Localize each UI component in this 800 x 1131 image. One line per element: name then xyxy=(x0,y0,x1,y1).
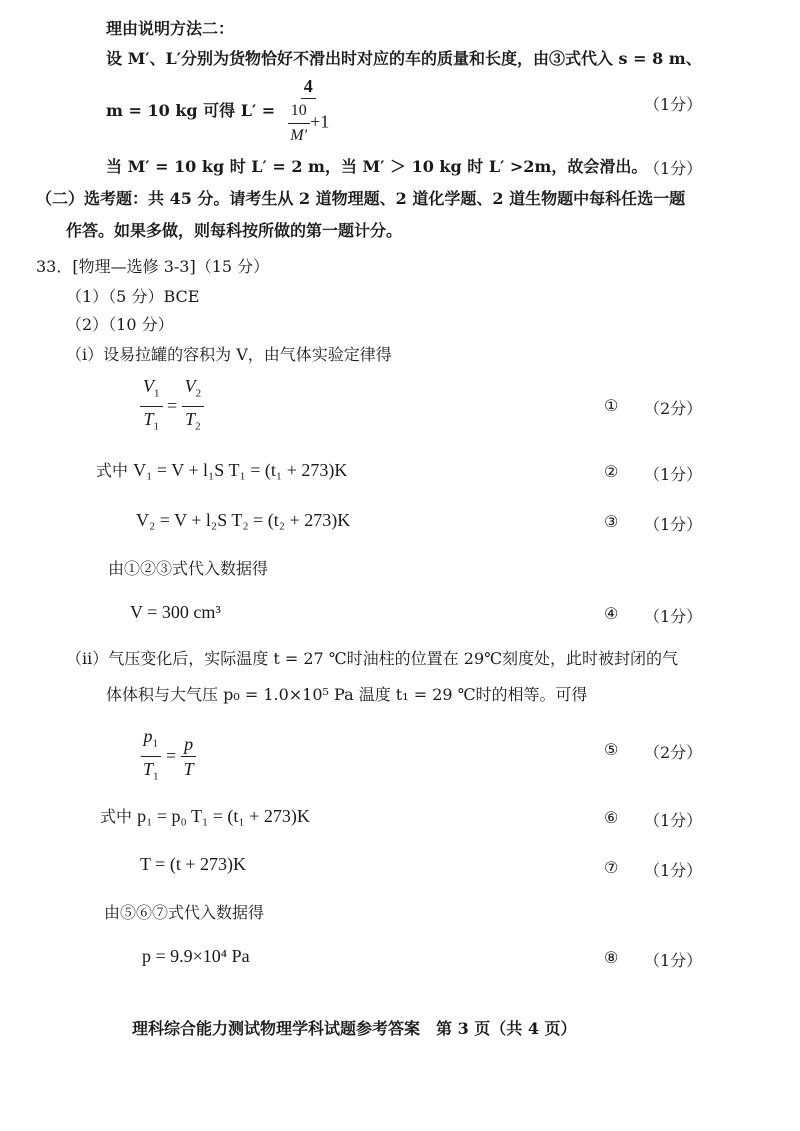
fraction-denominator xyxy=(284,99,332,146)
eq6-score: （1分） xyxy=(644,811,703,830)
eq6-mark: ⑥ xyxy=(604,808,619,827)
q33-heading: 33．[物理—选修 3-3]（15 分） xyxy=(36,257,270,276)
eq4-score: （1分） xyxy=(644,607,703,626)
eq6-formula: p₁ = p₀ T₁ = (t₁ + 273)K xyxy=(137,806,310,826)
method2-intro-line1: 设 M′、L′分别为货物恰好不滑出时对应的车的质量和长度，由③式代入 s = 8 m、 xyxy=(106,49,702,68)
derive2: 由⑤⑥⑦式代入数据得 xyxy=(104,903,265,922)
eq7-score: （1分） xyxy=(644,861,703,880)
eq1-mark: ① xyxy=(604,396,619,415)
eq2-formula: V₁ = V + l₁S T₁ = (t₁ + 273)K xyxy=(133,460,348,480)
eq8-mark: ⑧ xyxy=(604,948,619,967)
eq5-formula: $\frac{p_1}{T_1}$ = $\frac{p}{T}$ xyxy=(140,726,197,786)
eq4-formula: V = 300 cm³ xyxy=(130,602,221,622)
q33-sub-ii-line1: （ii）气压变化后，实际温度 t = 27 ℃时油柱的位置在 29℃刻度处，此时被封闭的气 xyxy=(66,649,679,668)
eq1-score: （2分） xyxy=(644,399,703,418)
section2-line1: （二）选考题：共 45 分。请考生从 2 道物理题、2 道化学题、2 道生物题中每科任选一题 xyxy=(36,189,686,208)
method2-conclusion: 当 M′ = 10 kg 时 L′ = 2 m，当 M′ ＞ 10 kg 时 L′ >2m，故会滑出。 xyxy=(106,157,648,176)
eq7-mark: ⑦ xyxy=(604,858,619,877)
eq5-score: （2分） xyxy=(644,743,703,762)
method2-formula xyxy=(106,76,332,146)
eq6-prefix: 式中 xyxy=(100,807,133,826)
eq8-formula: p = 9.9×10⁴ Pa xyxy=(142,946,250,966)
q33-sub-ii-line2: 体体积与大气压 p₀ = 1.0×10⁵ Pa 温度 t₁ = 29 ℃时的相等。可得 xyxy=(106,685,588,704)
inner-numerator: 10 xyxy=(288,101,310,124)
eq6-line xyxy=(100,806,310,828)
fraction-plus-one: +1 xyxy=(310,111,330,132)
eq2-prefix: 式中 xyxy=(96,461,129,480)
fraction-numerator: 4 xyxy=(301,76,316,99)
q33-sub-i: （i）设易拉罐的容积为 V，由气体实验定律得 xyxy=(66,345,392,364)
eq2-line xyxy=(96,460,347,482)
eq8-score: （1分） xyxy=(644,951,703,970)
eq7-formula: T = (t + 273)K xyxy=(140,854,246,874)
method2-score2: （1分） xyxy=(644,159,703,178)
eq4-mark: ④ xyxy=(604,604,619,623)
method2-intro-line2: m = 10 kg 可得 L′ = xyxy=(106,101,276,120)
q33-part1: （1）（5 分）BCE xyxy=(66,287,200,306)
inner-denominator: M′ xyxy=(290,127,308,144)
method2-fraction xyxy=(284,76,332,146)
eq2-score: （1分） xyxy=(644,465,703,484)
page-footer: 理科综合能力测试物理学科试题参考答案 第 3 页（共 4 页） xyxy=(132,1019,577,1038)
q33-part2: （2）（10 分） xyxy=(66,315,174,334)
section2-line2: 作答。如果多做，则每科按所做的第一题计分。 xyxy=(66,221,403,240)
eq2-mark: ② xyxy=(604,462,619,481)
inner-fraction xyxy=(287,101,310,146)
eq3-mark: ③ xyxy=(604,512,619,531)
derive1: 由①②③式代入数据得 xyxy=(108,559,269,578)
eq3-formula: V₂ = V + l₂S T₂ = (t₂ + 273)K xyxy=(136,510,351,530)
method2-score1: （1分） xyxy=(644,95,703,114)
eq5-mark: ⑤ xyxy=(604,740,619,759)
eq1-formula: $\frac{V_1}{T_1}$ = $\frac{V_2}{T_2}$ xyxy=(140,376,204,436)
eq3-score: （1分） xyxy=(644,515,703,534)
method2-title: 理由说明方法二： xyxy=(106,19,235,38)
